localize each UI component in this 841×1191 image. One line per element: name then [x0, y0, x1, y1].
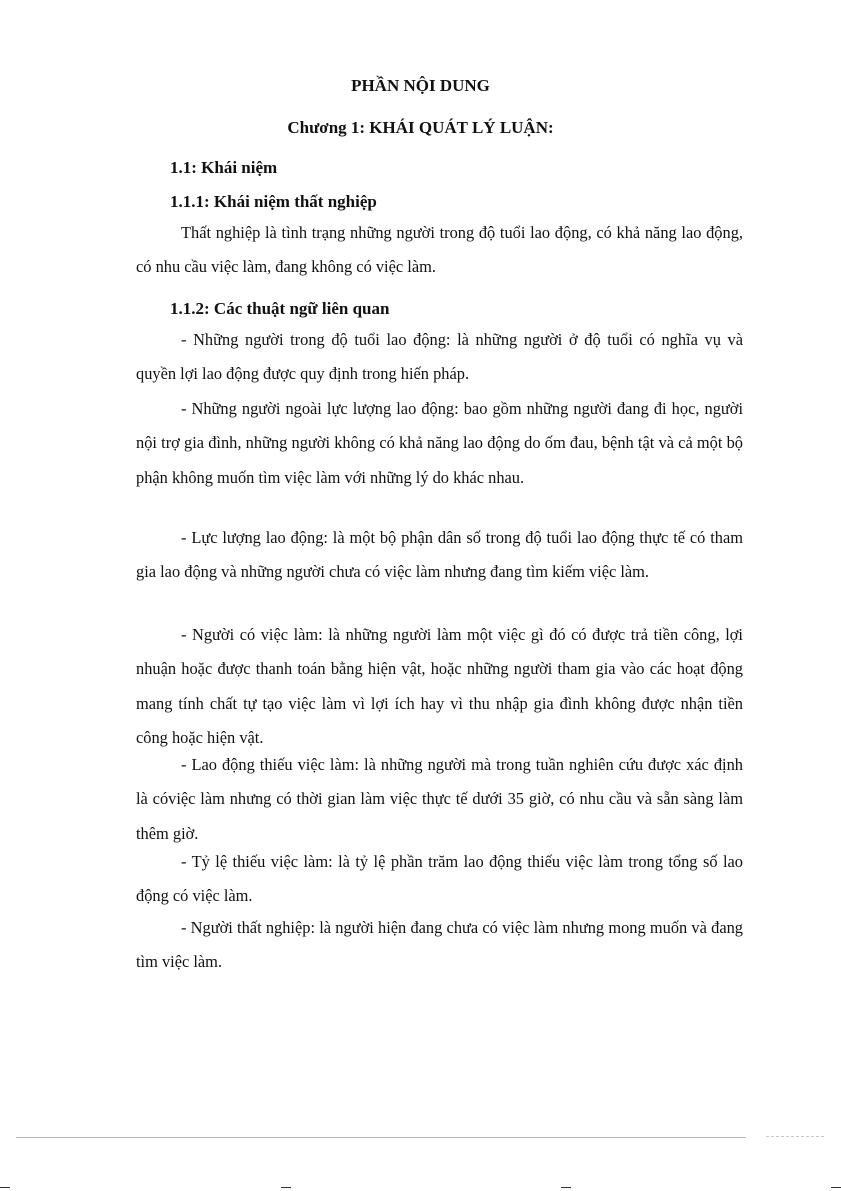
term-paragraph-underemployed: - Lao động thiếu việc làm: là những người mà trong tuần nghiên cứu được xác định là cóviệc làm nhưng có thời gian làm việc thực tế dưới 35 giờ, có nhu cầu và sẵn sàng làm thêm giờ. [136, 755, 743, 843]
section-heading-1-1: 1.1: Khái niệm [170, 158, 278, 177]
term-paragraph-underemployment-rate: - Tỷ lệ thiếu việc làm: là tỷ lệ phần trăm lao động thiếu việc làm trong tổng số lao động có việc làm. [136, 852, 743, 906]
crop-mark-center-right [561, 1187, 571, 1188]
chapter-title: Chương 1: KHÁI QUÁT LÝ LUẬN: [287, 118, 554, 137]
section-heading-1-1-2: 1.1.2: Các thuật ngữ liên quan [170, 299, 390, 318]
term-paragraph-outside-labor-force: - Những người ngoài lực lượng lao động: bao gồm những người đang đi học, người nội trợ gia đình, những người không có khả năng lao động do ốm đau, bệnh tật và cả một bộ phận không muốn tìm việc làm với những lý do khác nhau. [136, 399, 743, 487]
term-paragraph-employed: - Người có việc làm: là những người làm một việc gì đó có được trả tiền công, lợi nhuận hoặc được thanh toán bằng hiện vật, hoặc những người tham gia vào các hoạt động mang tính chất tự tạo việc làm vì lợi ích hay vì thu nhập gia đình không được nhận tiền công hoặc hiện vật. [136, 625, 743, 748]
document-title: PHẦN NỘI DUNG [351, 76, 490, 95]
section-heading-1-1-1: 1.1.1: Khái niệm thất nghiệp [170, 192, 377, 211]
crop-mark-left [0, 1187, 10, 1188]
term-paragraph-working-age: - Những người trong độ tuổi lao động: là những người ở độ tuổi có nghĩa vụ và quyền lợi lao động được quy định trong hiến pháp. [136, 330, 743, 384]
footer-divider [16, 1137, 746, 1138]
definition-paragraph: Thất nghiệp là tình trạng những người trong độ tuổi lao động, có khả năng lao động, có nhu cầu việc làm, đang không có việc làm. [136, 223, 743, 277]
crop-mark-right [831, 1187, 841, 1188]
term-paragraph-unemployed: - Người thất nghiệp: là người hiện đang chưa có việc làm nhưng mong muốn và đang tìm việc làm. [136, 918, 743, 972]
footer-dotted-line [766, 1136, 824, 1137]
term-paragraph-labor-force: - Lực lượng lao động: là một bộ phận dân số trong độ tuổi lao động thực tế có tham gia lao động và những người chưa có việc làm nhưng đang tìm kiếm việc làm. [136, 528, 743, 582]
crop-mark-center-left [281, 1187, 291, 1188]
